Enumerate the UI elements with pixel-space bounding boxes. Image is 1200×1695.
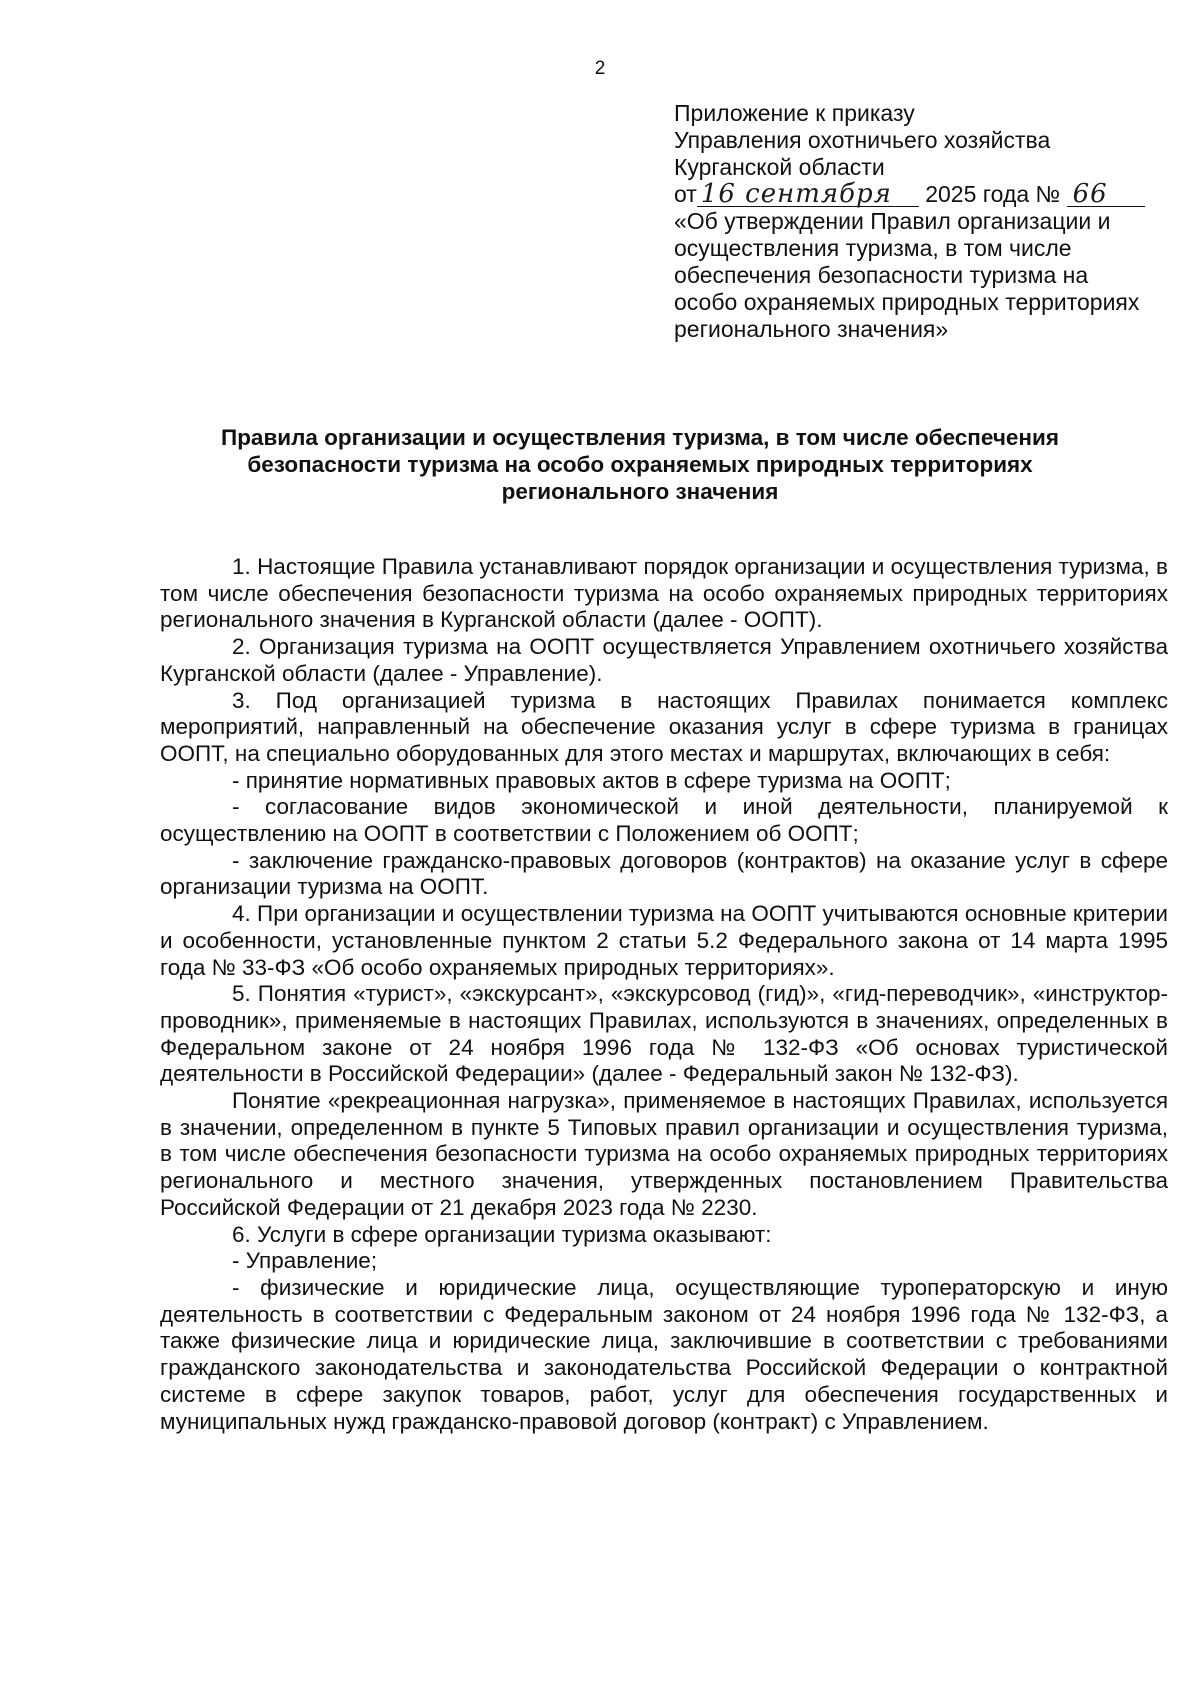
appendix-subject-line: обеспечения безопасности туризма на bbox=[674, 262, 1089, 288]
date-prefix: от bbox=[674, 181, 697, 207]
appendix-subject-line: осуществления туризма, в том числе bbox=[674, 235, 1072, 261]
list-item: - заключение гражданско-правовых договоров (контрактов) на оказание услуг в сфере организации туризма на ООПТ. bbox=[160, 847, 1168, 900]
list-item: - Управление; bbox=[232, 1248, 378, 1274]
handwritten-number: 66 bbox=[1067, 182, 1145, 207]
paragraph: 4. При организации и осуществлении туризма на ООПТ учитываются основные критерии и особенности, установленные пунктом 2 статьи 5.2 Федерального закона от 14 марта 1995 года № 33-ФЗ «Об особо охраняемых природных территориях». bbox=[160, 901, 1168, 980]
appendix-line: Управления охотничьего хозяйства bbox=[674, 127, 1051, 153]
page-number: 2 bbox=[594, 58, 606, 79]
paragraph: 1. Настоящие Правила устанавливают порядок организации и осуществления туризма, в том числе обеспечения безопасности туризма на особо охраняемых природных территориях регионального значения в Курганской области (далее - ООПТ). bbox=[160, 554, 1168, 633]
list-item: - физические и юридические лица, осуществляющие туроператорскую и иную деятельность в соответствии с Федеральным законом от 24 ноября 1996 года № 132-ФЗ, а также физические лица и юридические лица, заключившие в соответствии с требованиями гражданского законодательства и законодательства Российской Федерации о контрактной системе в сфере закупок товаров, работ, услуг для обеспечения государственных и муниципальных нужд гражданско-правовой договор (контракт) с Управлением. bbox=[160, 1274, 1168, 1434]
paragraph: Понятие «рекреационная нагрузка», применяемое в настоящих Правилах, используется в значении, определенном в пункте 5 Типовых правил организации и осуществления туризма, в том числе обеспечения безопасности туризма на особо охраняемых природных территориях регионального и местного значения, утвержденных постановлением Правительства Российской Федерации от 21 декабря 2023 года № 2230. bbox=[160, 1088, 1168, 1220]
appendix-subject-line: особо охраняемых природных территориях bbox=[674, 289, 1140, 315]
title-line: безопасности туризма на особо охраняемых природных территориях bbox=[247, 452, 1033, 477]
paragraph: 6. Услуги в сфере организации туризма оказывают: bbox=[232, 1221, 772, 1247]
appendix-subject-line: «Об утверждении Правил организации и bbox=[674, 208, 1111, 234]
paragraph: 5. Понятия «турист», «экскурсант», «экскурсовод (гид)», «гид-переводчик», «инструктор-проводник», применяемые в настоящих Правилах, используются в значениях, определенных в Федеральном законе от 24 ноября 1996 года № 132-ФЗ «Об основах туристической деятельности в Российской Федерации» (далее - Федеральный закон № 132-ФЗ). bbox=[160, 981, 1168, 1087]
appendix-date-line bbox=[674, 181, 1174, 208]
handwritten-date: 16 сентября bbox=[697, 182, 919, 207]
paragraph: 3. Под организацией туризма в настоящих Правилах понимается комплекс мероприятий, направленный на обеспечение оказания услуг в сфере туризма в границах ООПТ, на специально оборудованных для этого местах и маршрутах, включающих в себя: bbox=[160, 687, 1168, 766]
list-item: - согласование видов экономической и иной деятельности, планируемой к осуществлению на ООПТ в соответствии с Положением об ООПТ; bbox=[160, 794, 1168, 847]
title-line: регионального значения bbox=[501, 479, 779, 504]
appendix-block bbox=[674, 100, 1174, 343]
list-item: - принятие нормативных правовых актов в сфере туризма на ООПТ; bbox=[232, 767, 951, 793]
paragraph: 2. Организация туризма на ООПТ осуществляется Управлением охотничьего хозяйства Курганской области (далее - Управление). bbox=[160, 634, 1168, 686]
title-line: Правила организации и осуществления туризма, в том числе обеспечения bbox=[221, 425, 1059, 450]
year-text: 2025 года № bbox=[925, 181, 1061, 207]
document-body bbox=[160, 554, 1168, 1435]
document-title bbox=[160, 424, 1120, 505]
appendix-line: Курганской области bbox=[674, 154, 885, 180]
appendix-subject-line: регионального значения» bbox=[674, 316, 949, 342]
appendix-line: Приложение к приказу bbox=[674, 100, 915, 126]
